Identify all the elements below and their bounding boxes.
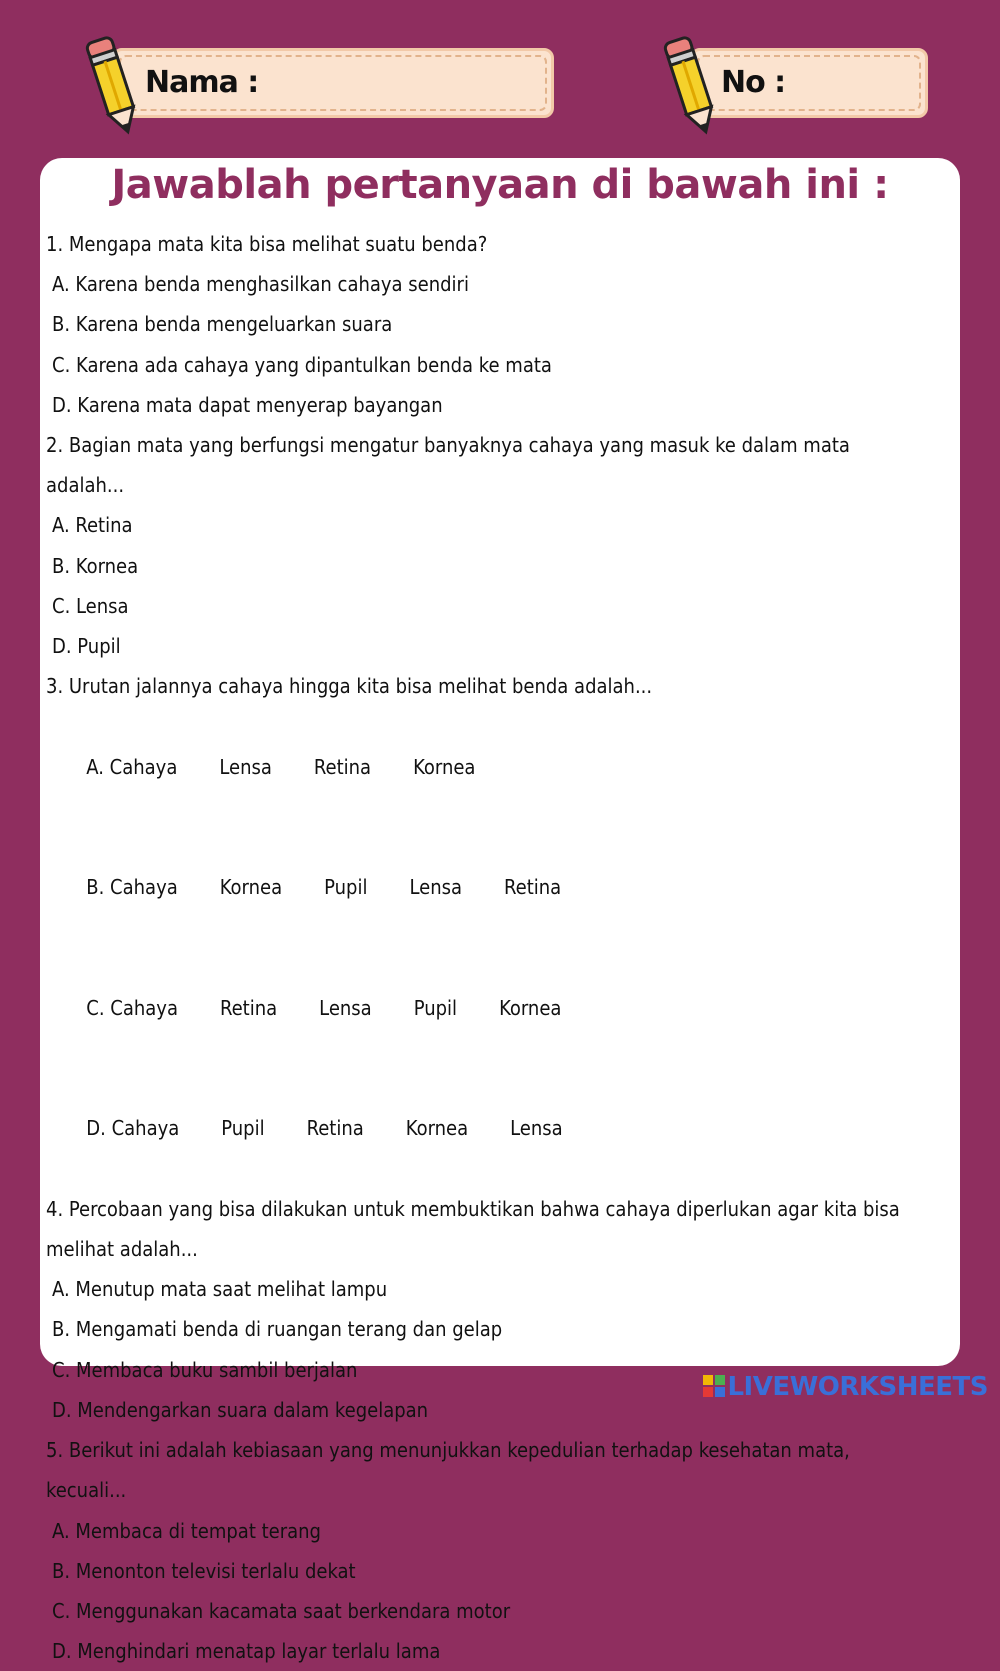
liveworksheets-brand[interactable] [703,1372,988,1402]
question-3-option-b[interactable] [46,827,948,948]
question-5-text-line-2: kecuali... [46,1478,127,1503]
sequence-step: B. Cahaya [86,875,178,900]
name-field-label: Nama : [145,65,259,100]
question-5-option-d[interactable]: D. Menghindari menatap layar terlalu lama [52,1639,441,1664]
question-2-option-d[interactable]: D. Pupil [52,634,121,659]
question-5-option-c[interactable]: C. Menggunakan kacamata saat berkendara motor [52,1598,511,1623]
liveworksheets-logo-icon [703,1375,725,1397]
question-3-text: 3. Urutan jalannya cahaya hingga kita bisa melihat benda adalah... [46,674,653,699]
question-5-text-line-1: 5. Berikut ini adalah kebiasaan yang menunjukkan kepedulian terhadap kesehatan mata, [46,1438,850,1463]
pencil-icon [78,32,148,140]
sequence-step: Retina [219,995,278,1020]
question-1-option-c[interactable]: C. Karena ada cahaya yang dipantulkan benda ke mata [52,352,552,377]
sequence-step: Pupil [413,995,458,1020]
question-4-option-d[interactable]: D. Mendengarkan suara dalam kegelapan [52,1397,429,1422]
question-3-option-c[interactable] [46,948,948,1069]
pencil-icon [656,32,726,140]
number-field-label: No : [721,65,786,100]
question-2-option-b[interactable]: B. Kornea [52,553,139,578]
sequence-step: Kornea [499,995,562,1020]
question-4-option-b[interactable]: B. Mengamati benda di ruangan terang dan gelap [52,1317,503,1342]
question-4-text-line-1: 4. Percobaan yang bisa dilakukan untuk membuktikan bahwa cahaya diperlukan agar kita bisa [46,1196,900,1221]
sequence-step: Retina [306,1116,364,1141]
question-2-text-line-2: adalah... [46,473,125,498]
question-list [46,224,948,1671]
sequence-step: D. Cahaya [86,1116,180,1141]
sequence-step: Kornea [405,1116,469,1141]
question-1-option-b[interactable]: B. Karena benda mengeluarkan suara [52,312,393,337]
sequence-step: A. Cahaya [86,754,178,779]
question-2-option-c[interactable]: C. Lensa [52,593,129,618]
sequence-step: Kornea [413,754,476,779]
question-5-option-b[interactable]: B. Menonton televisi terlalu dekat [52,1558,356,1583]
sequence-step: Lensa [510,1116,563,1141]
question-4-option-c[interactable]: C. Membaca buku sambil berjalan [52,1357,358,1382]
sequence-step: Lensa [319,995,372,1020]
name-field-box [112,48,554,118]
question-2-text-line-1: 2. Bagian mata yang berfungsi mengatur banyaknya cahaya yang masuk ke dalam mata [46,433,850,458]
question-4-text-line-2: melihat adalah... [46,1237,198,1262]
brand-text: LIVEWORKSHEETS [727,1372,988,1402]
question-3-option-d[interactable] [46,1068,948,1189]
sequence-step: Lensa [409,875,463,900]
sequence-step: Retina [504,875,562,900]
sequence-step: Pupil [221,1116,265,1141]
worksheet-title: Jawablah pertanyaan di bawah ini : [111,162,889,208]
sequence-step: Lensa [219,754,272,779]
question-1-option-d[interactable]: D. Karena mata dapat menyerap bayangan [52,392,443,417]
question-2-option-a[interactable]: A. Retina [52,513,133,538]
sequence-step: Pupil [324,875,368,900]
question-3-option-a[interactable] [46,706,948,827]
sequence-step: Kornea [219,875,283,900]
question-1-option-a[interactable]: A. Karena benda menghasilkan cahaya sendiri [52,272,469,297]
question-4-option-a[interactable]: A. Menutup mata saat melihat lampu [52,1277,388,1302]
sequence-step: C. Cahaya [86,995,178,1020]
name-input[interactable] [245,65,539,107]
question-1-text: 1. Mengapa mata kita bisa melihat suatu benda? [46,232,488,256]
number-input[interactable] [785,65,915,107]
question-5-option-a[interactable]: A. Membaca di tempat terang [52,1518,321,1543]
sequence-step: Retina [313,754,372,779]
